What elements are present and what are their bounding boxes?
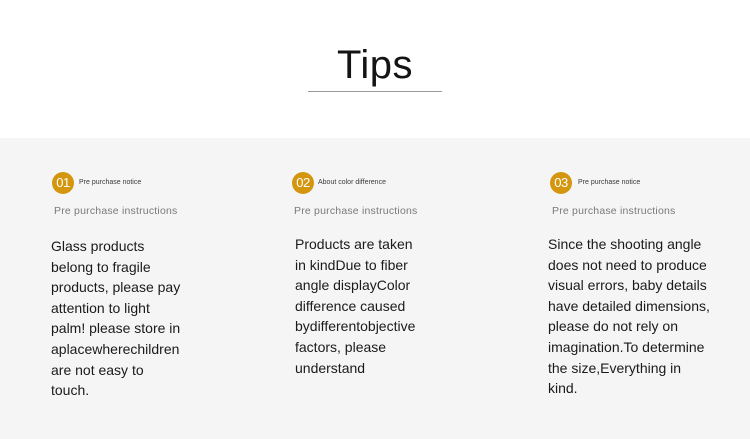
number-badge: 01 — [52, 172, 74, 194]
instructions-subtitle: Pre purchase instructions — [552, 205, 676, 217]
header-section — [0, 0, 750, 138]
notice-label: About color difference — [318, 179, 386, 186]
tip-text: Since the shooting angle does not need to produce visual errors, baby details have detailed dimensions, please do not rely on imagination.To determine the size,Everything in kind. — [548, 236, 710, 397]
page-title: Tips — [336, 43, 414, 87]
title-underline — [308, 91, 442, 92]
number-badge: 03 — [550, 172, 572, 194]
notice-label: Pre purchase notice — [578, 179, 641, 186]
tip-text: Glass products belong to fragile products, please pay attention to light palm! please store in aplacewherechildren are not easy to touch. — [51, 238, 181, 399]
tips-panel — [0, 138, 750, 439]
instructions-subtitle: Pre purchase instructions — [54, 205, 178, 217]
instructions-subtitle: Pre purchase instructions — [294, 205, 418, 217]
tip-text: Products are taken in kindDue to fiber angle displayColor difference caused bydifferentobjective factors, please understand — [295, 236, 416, 376]
notice-label: Pre purchase notice — [79, 179, 142, 186]
number-badge: 02 — [292, 172, 314, 194]
